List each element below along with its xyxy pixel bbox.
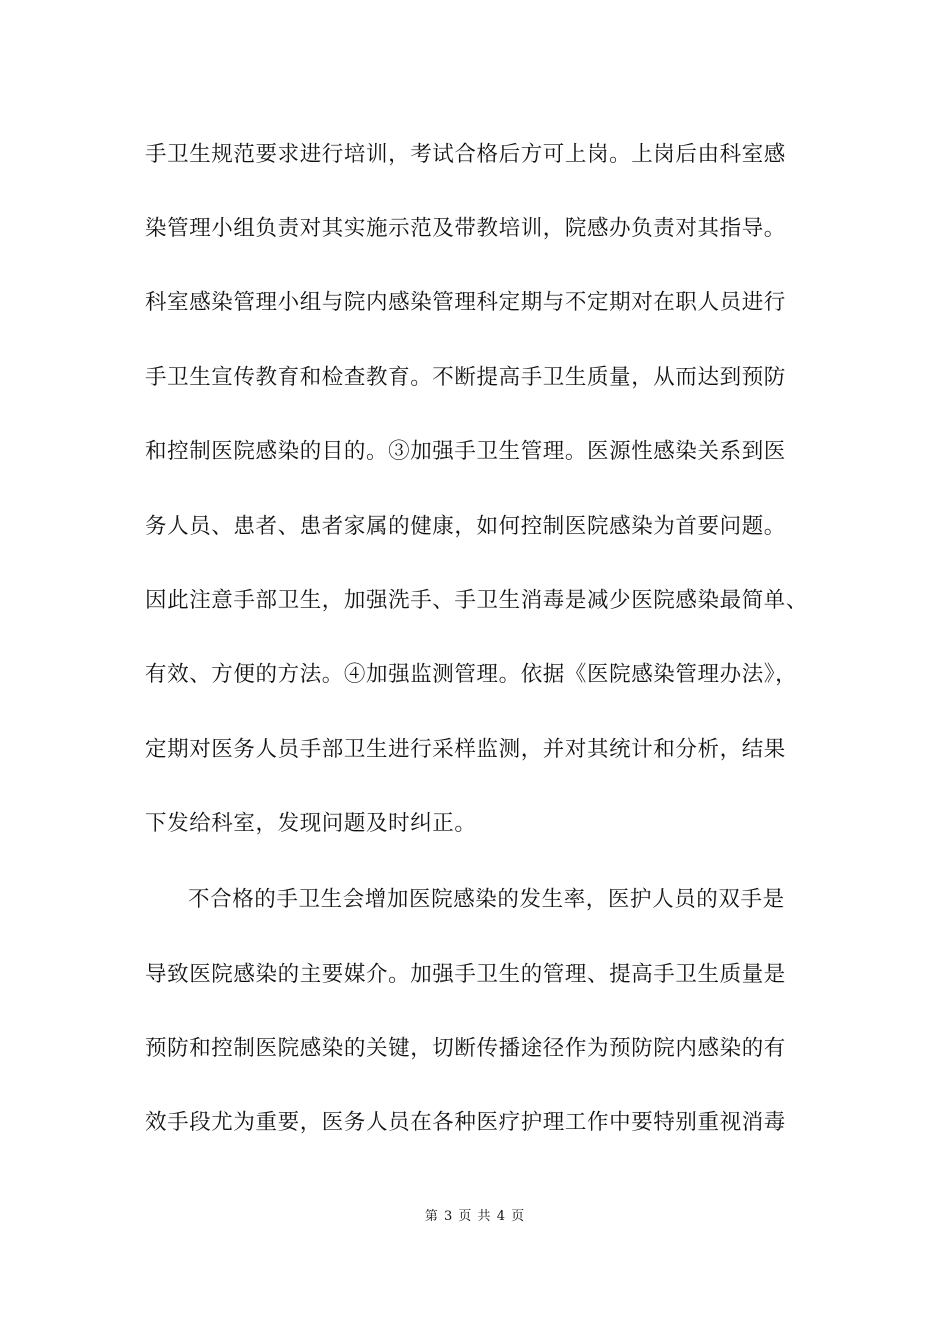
text-line: 因此注意手部卫生，加强洗手、手卫生消毒是减少医院感染最简单、 — [145, 588, 809, 613]
text-line: 有效、方便的方法。④加强监测管理。依据《医院感染管理办法》， — [145, 662, 798, 687]
text-line: 定期对医务人员手部卫生进行采样监测，并对其统计和分析，结果 — [145, 737, 786, 762]
page-footer: 第 3 页 共 4 页 — [424, 1209, 526, 1224]
text-line: 手卫生宣传教育和检查教育。不断提高手卫生质量，从而达到预防 — [145, 365, 786, 390]
text-line: 效手段尤为重要，医务人员在各种医疗护理工作中要特别重视消毒 — [145, 1110, 786, 1135]
text-line: 预防和控制医院感染的关键，切断传播途径作为预防院内感染的有 — [145, 1036, 786, 1061]
text-line: 务人员、患者、患者家属的健康，如何控制医院感染为首要问题。 — [145, 514, 786, 539]
text-line: 导致医院感染的主要媒介。加强手卫生的管理、提高手卫生质量是 — [145, 962, 786, 987]
text-line: 和控制医院感染的目的。③加强手卫生管理。医源性感染关系到医 — [145, 439, 786, 464]
text-line: 手卫生规范要求进行培训，考试合格后方可上岗。上岗后由科室感 — [145, 142, 786, 167]
text-line: 科室感染管理小组与院内感染管理科定期与不定期对在职人员进行 — [145, 290, 786, 315]
text-line: 染管理小组负责对其实施示范及带教培训，院感办负责对其指导。 — [145, 216, 786, 241]
paragraph-first-line: 不合格的手卫生会增加医院感染的发生率，医护人员的双手是 — [188, 887, 785, 912]
text-line: 下发给科室，发现问题及时纠正。 — [145, 811, 477, 836]
